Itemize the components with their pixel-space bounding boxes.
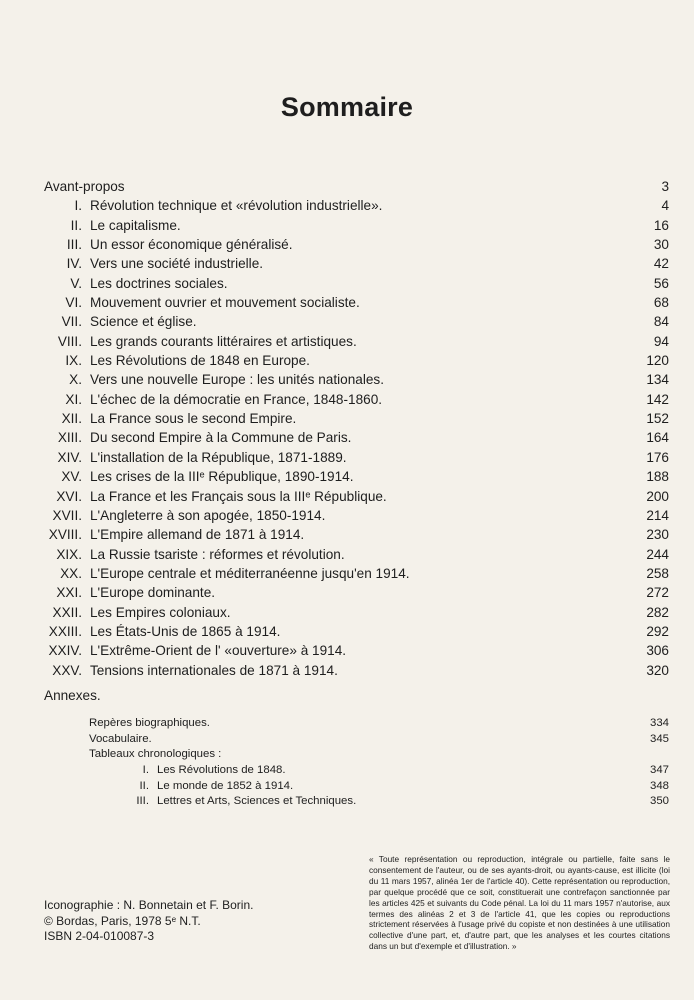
annex-subitem-label: Les Révolutions de 1848. (157, 764, 286, 777)
toc-chapter-label: Science et église. (90, 314, 197, 330)
annex-subitem-number: II. (139, 779, 149, 792)
toc-chapter-label: L'Angleterre à son apogée, 1850-1914. (90, 507, 326, 523)
toc-chapter-number: XXIII. (48, 623, 82, 639)
toc-chapter-label: Les Révolutions de 1848 en Europe. (90, 353, 310, 369)
toc-chapter-number: XVIII. (48, 527, 82, 543)
toc-chapter-row (44, 545, 669, 564)
toc-chapter-row (44, 583, 669, 602)
toc-chapter-row (44, 564, 669, 583)
toc-chapter-label: Les crises de la IIIᵉ République, 1890-1914. (90, 469, 354, 485)
annex-subitem-row (89, 779, 669, 795)
toc-chapter-number: XIX. (56, 546, 82, 562)
annexes-chronology-list (89, 763, 669, 810)
annex-subitem-page: 347 (649, 764, 669, 777)
toc-chapter-number: II. (70, 217, 82, 233)
toc-chapter-label: Du second Empire à la Commune de Paris. (90, 430, 352, 446)
toc-chapter-page: 306 (646, 643, 669, 659)
toc-chapter-page: 272 (646, 585, 669, 601)
toc-chapter-label: Vers une société industrielle. (90, 256, 264, 272)
toc-chapter-label: Les grands courants littéraires et artistiques. (90, 333, 357, 349)
annex-item-label: Tableaux chronologiques : (89, 748, 222, 761)
toc-chapter-row (44, 409, 669, 428)
toc-chapter-number: VI. (65, 295, 82, 311)
toc-chapter-label: Les États-Unis de 1865 à 1914. (90, 623, 281, 639)
table-of-contents (44, 177, 669, 680)
toc-chapter-page: 16 (653, 217, 669, 233)
toc-chapter-page: 134 (646, 372, 669, 388)
toc-chapter-row (44, 216, 669, 235)
annex-subitem-page: 350 (649, 795, 669, 808)
toc-chapter-page: 244 (646, 546, 669, 562)
toc-chapter-page: 164 (646, 430, 669, 446)
toc-chapter-label: Le capitalisme. (90, 217, 181, 233)
toc-chapter-row (44, 274, 669, 293)
toc-foreword-row (44, 177, 669, 196)
credits-block (44, 898, 253, 945)
toc-chapter-label: Un essor économique généralisé. (90, 237, 293, 253)
toc-chapter-number: VII. (61, 314, 82, 330)
annex-subitem-number: I. (142, 764, 149, 777)
toc-chapter-label: L'échec de la démocratie en France, 1848-1860. (90, 391, 383, 407)
toc-chapter-label: La Russie tsariste : réformes et révolution. (90, 546, 345, 562)
toc-chapter-page: 68 (653, 295, 669, 311)
annex-item-page: 345 (649, 732, 669, 745)
toc-chapter-number: IV. (66, 256, 82, 272)
annex-subitem-page: 348 (649, 779, 669, 792)
toc-chapter-label: Vers une nouvelle Europe : les unités nationales. (90, 372, 384, 388)
toc-chapter-row (44, 467, 669, 486)
annex-item-label: Vocabulaire. (89, 732, 152, 745)
toc-chapter-row (44, 235, 669, 254)
toc-chapter-label: L'Europe centrale et méditerranéenne jusqu'en 1914. (90, 565, 410, 581)
toc-chapter-number: XII. (61, 411, 82, 427)
toc-foreword-label: Avant-propos (44, 179, 125, 194)
toc-chapter-label: Les doctrines sociales. (90, 275, 228, 291)
toc-chapter-row (44, 506, 669, 525)
toc-chapter-number: XXI. (56, 585, 82, 601)
toc-chapter-row (44, 603, 669, 622)
toc-chapter-row (44, 293, 669, 312)
toc-chapter-page: 152 (646, 411, 669, 427)
annex-item-label: Repères biographiques. (89, 717, 210, 729)
toc-chapter-page: 94 (653, 333, 669, 349)
page-title: Sommaire (280, 92, 414, 122)
toc-chapter-row (44, 196, 669, 215)
toc-chapter-number: XXII. (52, 604, 82, 620)
annex-item-row (89, 747, 669, 763)
toc-chapter-label: L'Empire allemand de 1871 à 1914. (90, 527, 305, 543)
toc-chapter-number: IX. (65, 353, 82, 369)
toc-chapter-number: XIII. (57, 430, 82, 446)
toc-chapter-number: XV. (61, 469, 82, 485)
toc-chapter-row (44, 370, 669, 389)
annex-subitem-row (89, 794, 669, 810)
toc-chapter-page: 188 (646, 469, 669, 485)
toc-chapter-number: X. (69, 372, 82, 388)
toc-chapter-page: 142 (646, 391, 669, 407)
toc-chapter-page: 176 (646, 449, 669, 465)
toc-chapter-label: L'Europe dominante. (90, 585, 216, 601)
legal-notice: « Toute représentation ou reproduction, intégrale ou partielle, faite sans le consentement de l'auteur, ou de ses ayants-droit, ou ayants-cause, est illicite (loi du 11 mars 1957, alinéa 1er de l'article 40). Cette représentation ou reproduction, par quelque procédé que ce soit, constituerait une contrefaçon sanctionnée par les articles 425 et suivants du Code pénal. La loi du 11 mars 1957 n'autorise, aux termes des alinéas 2 et 3 de l'article 41, que les copies ou reproductions strictement réservées à l'usage privé du copiste et non destinées à une utilisation collective d'une part, et, d'autre part, que les analyses et les courtes citations dans un but d'exemple et d'illustration. » (369, 854, 670, 952)
isbn-line: ISBN 2-04-010087-3 (44, 929, 155, 943)
toc-chapter-row (44, 312, 669, 331)
toc-chapter-number: XVII. (52, 507, 82, 523)
toc-chapter-label: La France sous le second Empire. (90, 411, 297, 427)
annex-subitem-number: III. (136, 795, 149, 808)
annexes-list (89, 716, 669, 810)
toc-chapter-page: 200 (646, 488, 669, 504)
annexes-items (89, 716, 669, 763)
toc-chapter-number: XXIV. (48, 643, 82, 659)
toc-chapter-row (44, 332, 669, 351)
toc-chapter-row (44, 351, 669, 370)
toc-foreword-page: 3 (661, 179, 669, 194)
annex-item-row (89, 732, 669, 748)
toc-chapter-page: 292 (646, 623, 669, 639)
toc-chapter-page: 214 (646, 507, 669, 523)
annex-item-page: 334 (649, 717, 669, 729)
toc-chapter-number: XX. (60, 565, 82, 581)
toc-chapter-row (44, 622, 669, 641)
toc-chapter-page: 320 (646, 662, 669, 678)
toc-chapter-number: V. (70, 275, 82, 291)
toc-chapter-row (44, 448, 669, 467)
toc-chapter-row (44, 525, 669, 544)
annex-subitem-row (89, 763, 669, 779)
toc-chapter-number: I. (74, 198, 82, 214)
annexes-heading: Annexes. (44, 688, 101, 703)
annex-subitem-label: Lettres et Arts, Sciences et Techniques. (157, 795, 357, 808)
toc-chapter-label: La France et les Français sous la IIIᵉ République. (90, 488, 387, 504)
toc-chapter-page: 30 (653, 237, 669, 253)
toc-chapter-page: 258 (646, 565, 669, 581)
toc-chapter-label: L'installation de la République, 1871-1889. (90, 449, 347, 465)
toc-chapter-number: VIII. (57, 333, 82, 349)
annex-item-row (89, 716, 669, 732)
toc-chapter-page: 56 (653, 275, 669, 291)
toc-chapter-page: 282 (646, 604, 669, 620)
toc-chapter-page: 4 (661, 198, 669, 214)
toc-chapter-row (44, 641, 669, 660)
toc-chapter-number: XIV. (57, 449, 82, 465)
toc-chapter-page: 84 (653, 314, 669, 330)
toc-chapter-number: III. (66, 237, 82, 253)
toc-chapter-number: XVI. (56, 488, 82, 504)
copyright-line: © Bordas, Paris, 1978 5ᵉ N.T. (44, 913, 201, 928)
toc-chapter-label: L'Extrême-Orient de l' «ouverture» à 1914. (90, 643, 347, 659)
toc-chapter-label: Révolution technique et «révolution industrielle». (90, 198, 383, 214)
toc-chapter-row (44, 487, 669, 506)
toc-chapter-page: 42 (653, 256, 669, 272)
toc-chapter-row (44, 428, 669, 447)
iconography-credit: Iconographie : N. Bonnetain et F. Borin. (44, 898, 254, 912)
toc-chapter-label: Les Empires coloniaux. (90, 604, 231, 620)
toc-chapter-row (44, 390, 669, 409)
toc-chapter-label: Tensions internationales de 1871 à 1914. (90, 662, 338, 678)
toc-chapter-number: XI. (65, 391, 82, 407)
toc-chapter-list (44, 196, 669, 680)
toc-chapter-page: 230 (646, 527, 669, 543)
toc-chapter-label: Mouvement ouvrier et mouvement socialiste. (90, 295, 360, 311)
toc-chapter-page: 120 (646, 353, 669, 369)
toc-chapter-row (44, 254, 669, 273)
toc-chapter-row (44, 661, 669, 680)
annex-subitem-label: Le monde de 1852 à 1914. (157, 779, 294, 792)
toc-chapter-number: XXV. (52, 662, 82, 678)
